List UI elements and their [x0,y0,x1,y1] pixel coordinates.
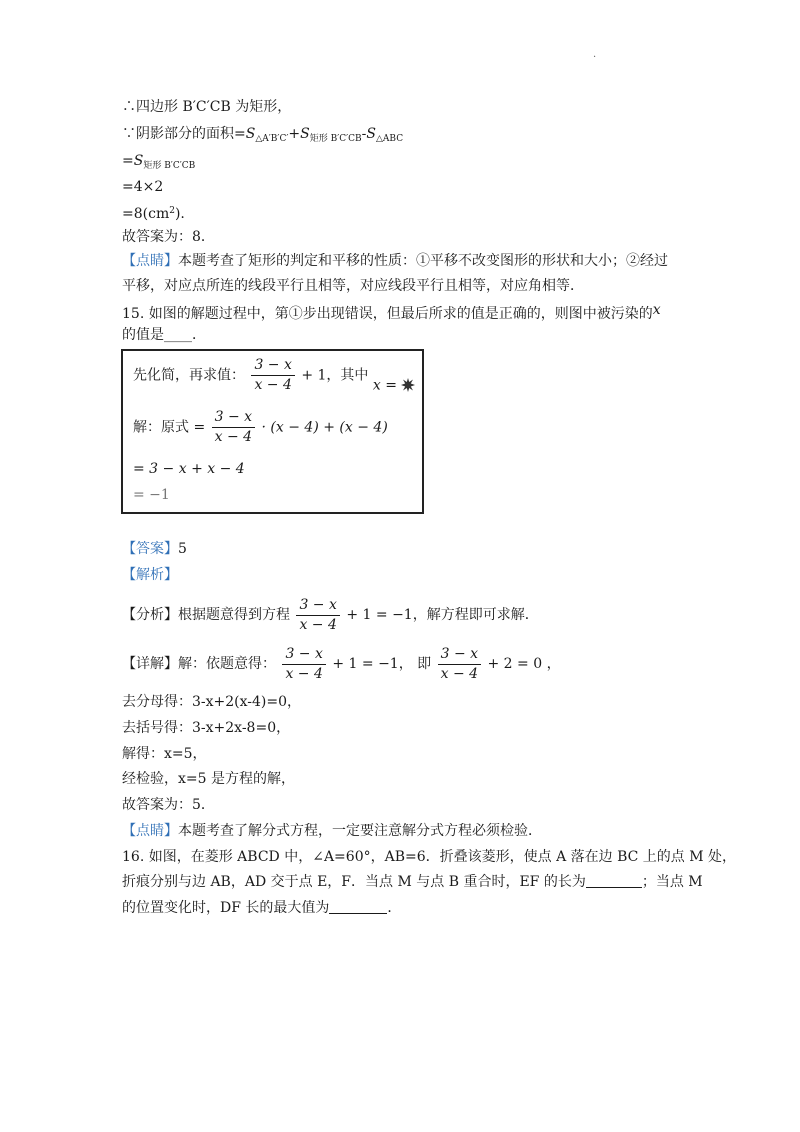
box-row-2: 解：原式 = $\frac{3 - x}{x - 4}$ · (x − 4) + (x − 4) [133,409,388,445]
answer-8-line: 故答案为：8． [122,229,215,245]
answer-blank[interactable] [586,873,642,888]
fraction: $\frac{3 - x}{x - 4}$ [296,597,339,634]
comment-line-2: 平移，对应点所连的线段平行且相等，对应线段平行且相等，对应角相等． [122,278,584,294]
question-15-line-1: 15. 如图的解题过程中，第①步出现错误，但最后所求的值是正确的，则图中被污染的x [122,302,661,322]
answer-line: 【答案】5 [122,541,187,557]
comment-2-line: 【点睛】本题考查了解分式方程，一定要注意解分式方程必须检验． [122,823,542,839]
detail-line: 【详解】解：依题意得： $\frac{3 - x}{x - 4}$ + 1 = −1， 即 $\frac{3 - x}{x - 4}$ + 2 = 0 ， [122,645,561,682]
answer-blank[interactable] [329,899,387,914]
fraction: $\frac{3 - x}{x - 4}$ [251,357,294,394]
step-remove-brackets: 去括号得：3-x+2x-8=0， [122,720,291,736]
fraction: $\frac{3 - x}{x - 4}$ [438,646,481,683]
step-solve: 解得：x=5， [122,746,207,762]
step-answer: 故答案为：5． [122,797,215,813]
box-row-4: = −1 [133,487,170,503]
comment-line-1: 【点睛】本题考查了矩形的判定和平移的性质：①平移不改变图形的形状和大小；②经过 [122,253,668,269]
question-16-line-3: 的位置变化时，DF 长的最大值为 ． [122,900,402,916]
question-15-line-2: 的值是____． [122,327,206,343]
shaded-area-line: ∵阴影部分的面积$=S_{\triangle A'B'C'}+S_{矩形 B'C'CB}-S_{\triangle ABC}$ [122,126,404,144]
analysis-line: 【分析】根据题意得到方程 $\frac{3 - x}{x - 4}$ + 1 = −1，解方程即可求解． [122,596,539,633]
question-16-line-2: 折痕分别与边 AB，AD 交于点 E，F．当点 M 与点 B 重合时，EF 的长为 ；当点 M [122,874,703,890]
analysis-heading: 【解析】 [122,567,178,583]
box-row-1: 先化简，再求值： $\frac{3 - x}{x - 4}$ + 1，其中 x = [133,357,415,394]
area-step-1: $=S_{矩形 B'C'CB}$ [122,153,196,171]
area-step-3: $=8(cm^2)$. [122,206,185,222]
ink-stain-icon [401,378,415,392]
step-check: 经检验，x=5 是方程的解， [122,771,295,787]
box-row-3: = 3 − x + x − 4 [133,461,245,477]
step-remove-denominator: 去分母得：3-x+2(x-4)=0， [122,694,302,710]
fraction: $\frac{3 - x}{x - 4}$ [212,409,255,446]
area-step-2: =4×2 [122,179,164,195]
question-16-line-1: 16. 如图，在菱形 ABCD 中，∠A=60°，AB=6．折叠该菱形，使点 A 落在边 BC 上的点 M 处， [122,849,737,865]
page-mark: · [593,52,597,63]
rect-conclusion-line: ∴四边形 B′C′CB 为矩形， [122,99,292,115]
solution-figure-box [121,349,424,514]
fraction: $\frac{3 - x}{x - 4}$ [282,646,325,683]
